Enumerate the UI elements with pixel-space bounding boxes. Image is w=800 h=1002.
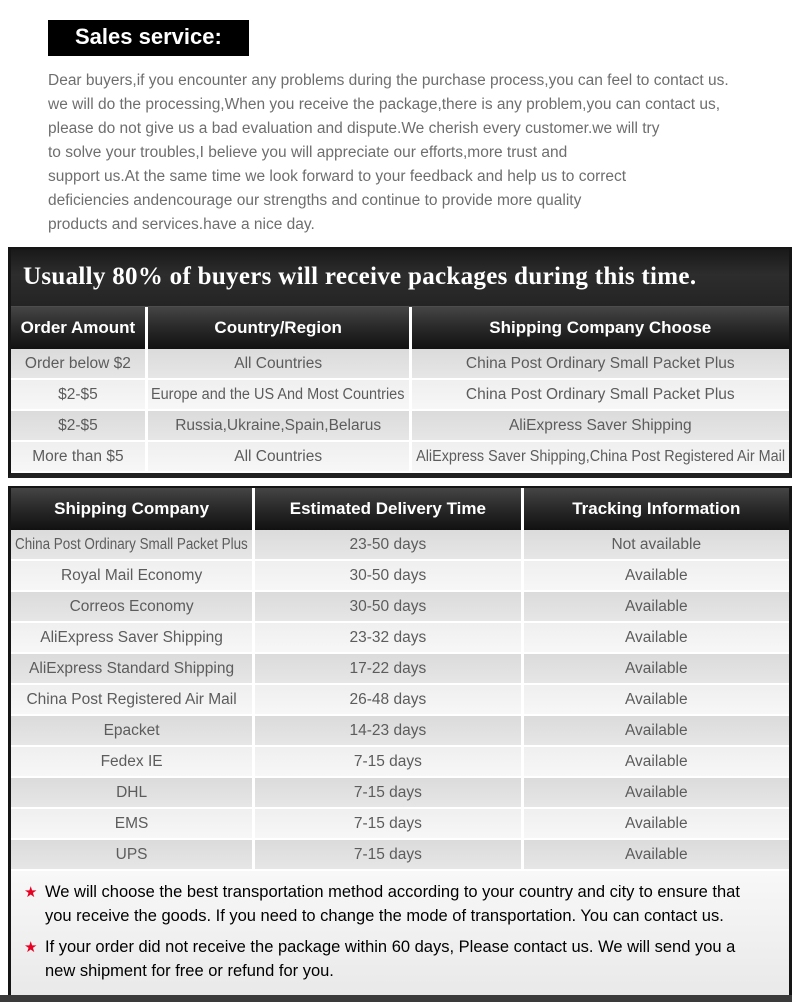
table-cell: 7-15 days [252, 747, 520, 776]
table-row [11, 592, 789, 623]
table-cell: China Post Registered Air Mail [26, 690, 237, 708]
table-cell: All Countries [145, 442, 409, 471]
table-row [11, 411, 789, 442]
note-text: If your order did not receive the package within 60 days, Please contact us. We will send you a new shipment for free or refund for you. [45, 938, 736, 980]
table-cell: 23-50 days [252, 530, 520, 559]
table-cell: China Post Ordinary Small Packet Plus [409, 349, 789, 378]
table-cell: AliExpress Saver Shipping [409, 411, 789, 440]
table-row [11, 623, 789, 654]
table-row [11, 716, 789, 747]
table-cell: 7-15 days [252, 840, 520, 869]
table-cell: $2-$5 [58, 385, 98, 403]
paragraph-line: please do not give us a bad evaluation and dispute.We cherish every customer.we will try [48, 120, 660, 137]
table-cell: 7-15 days [252, 809, 520, 838]
table-row [11, 349, 789, 380]
table-cell: More than $5 [32, 447, 124, 465]
table-cell: 26-48 days [252, 685, 520, 714]
table-cell: China Post Ordinary Small Packet Plus [15, 535, 248, 553]
table-cell: AliExpress Saver Shipping [40, 628, 223, 646]
table-cell: AliExpress Standard Shipping [29, 659, 235, 677]
note-item [23, 935, 779, 983]
shipping-time-table [8, 247, 792, 478]
bottom-divider [0, 995, 792, 1002]
shipping-time-table-title: Usually 80% of buyers will receive packages during this time. [11, 249, 789, 307]
table-cell: All Countries [145, 349, 409, 378]
table-row [11, 561, 789, 592]
table-cell: Available [521, 623, 789, 652]
table-row [11, 685, 789, 716]
sales-service-header: Sales service: [48, 20, 249, 56]
delivery-time-table-header-row [11, 488, 789, 530]
table-cell: Available [521, 592, 789, 621]
table-row [11, 809, 789, 840]
paragraph-line: deficiencies andencourage our strengths and continue to provide more quality [48, 192, 582, 209]
column-header: Order Amount [20, 318, 136, 337]
sales-service-paragraph [48, 69, 800, 237]
table-cell: Russia,Ukraine,Spain,Belarus [145, 411, 409, 440]
table-row [11, 442, 789, 473]
column-header: Estimated Delivery Time [252, 488, 520, 530]
note-item [23, 880, 779, 928]
note-text: We will choose the best transportation method according to your country and city to ensure that you receive the goods. If you need to change the mode of transportation. You can contact us. [45, 883, 740, 925]
table-cell: Fedex IE [100, 752, 163, 770]
table-cell: Europe and the US And Most Countries [145, 380, 409, 409]
table-cell: 17-22 days [252, 654, 520, 683]
table-row [11, 747, 789, 778]
star-icon: ★ [24, 884, 38, 901]
table-cell: Correos Economy [69, 597, 194, 615]
star-icon: ★ [24, 939, 38, 956]
table-cell: $2-$5 [58, 416, 98, 434]
table-cell: Available [521, 685, 789, 714]
shipping-time-table-body [11, 349, 789, 473]
paragraph-line: Dear buyers,if you encounter any problems during the purchase process,you can feel to contact us. [48, 72, 729, 89]
paragraph-line: we will do the processing,When you receive the package,there is any problem,you can contact us, [48, 96, 721, 113]
column-header: Country/Region [145, 307, 409, 349]
shipping-time-table-header-row [11, 307, 789, 349]
table-cell: EMS [114, 814, 149, 832]
table-cell: UPS [115, 845, 148, 863]
table-cell: Available [521, 747, 789, 776]
table-cell: 7-15 days [252, 778, 520, 807]
table-cell: Epacket [103, 721, 160, 739]
table-cell: 14-23 days [252, 716, 520, 745]
paragraph-line: products and services.have a nice day. [48, 216, 315, 233]
column-header: Shipping Company Choose [409, 307, 789, 349]
table-cell: Available [521, 778, 789, 807]
table-cell: Royal Mail Economy [60, 566, 203, 584]
table-cell: Available [521, 809, 789, 838]
table-row [11, 530, 789, 561]
table-cell: 30-50 days [252, 561, 520, 590]
table-cell: China Post Ordinary Small Packet Plus [409, 380, 789, 409]
table-cell: AliExpress Saver Shipping,China Post Registered Air Mail [409, 442, 789, 471]
table-row [11, 654, 789, 685]
shipping-notes [11, 871, 789, 995]
table-cell: 30-50 days [252, 592, 520, 621]
table-cell: 23-32 days [252, 623, 520, 652]
delivery-time-table-body [11, 530, 789, 871]
paragraph-line: to solve your troubles,I believe you will appreciate our efforts,more trust and [48, 144, 568, 161]
table-cell: Not available [521, 530, 789, 559]
delivery-time-table [8, 486, 792, 995]
table-cell: Available [521, 654, 789, 683]
paragraph-line: support us.At the same time we look forward to your feedback and help us to correct [48, 168, 627, 185]
table-row [11, 380, 789, 411]
table-cell: Available [521, 561, 789, 590]
table-cell: DHL [116, 783, 148, 801]
column-header: Shipping Company [54, 499, 210, 518]
table-cell: Available [521, 716, 789, 745]
table-row [11, 840, 789, 871]
table-cell: Order below $2 [24, 354, 131, 372]
table-cell: Available [521, 840, 789, 869]
table-row [11, 778, 789, 809]
column-header: Tracking Information [521, 488, 789, 530]
